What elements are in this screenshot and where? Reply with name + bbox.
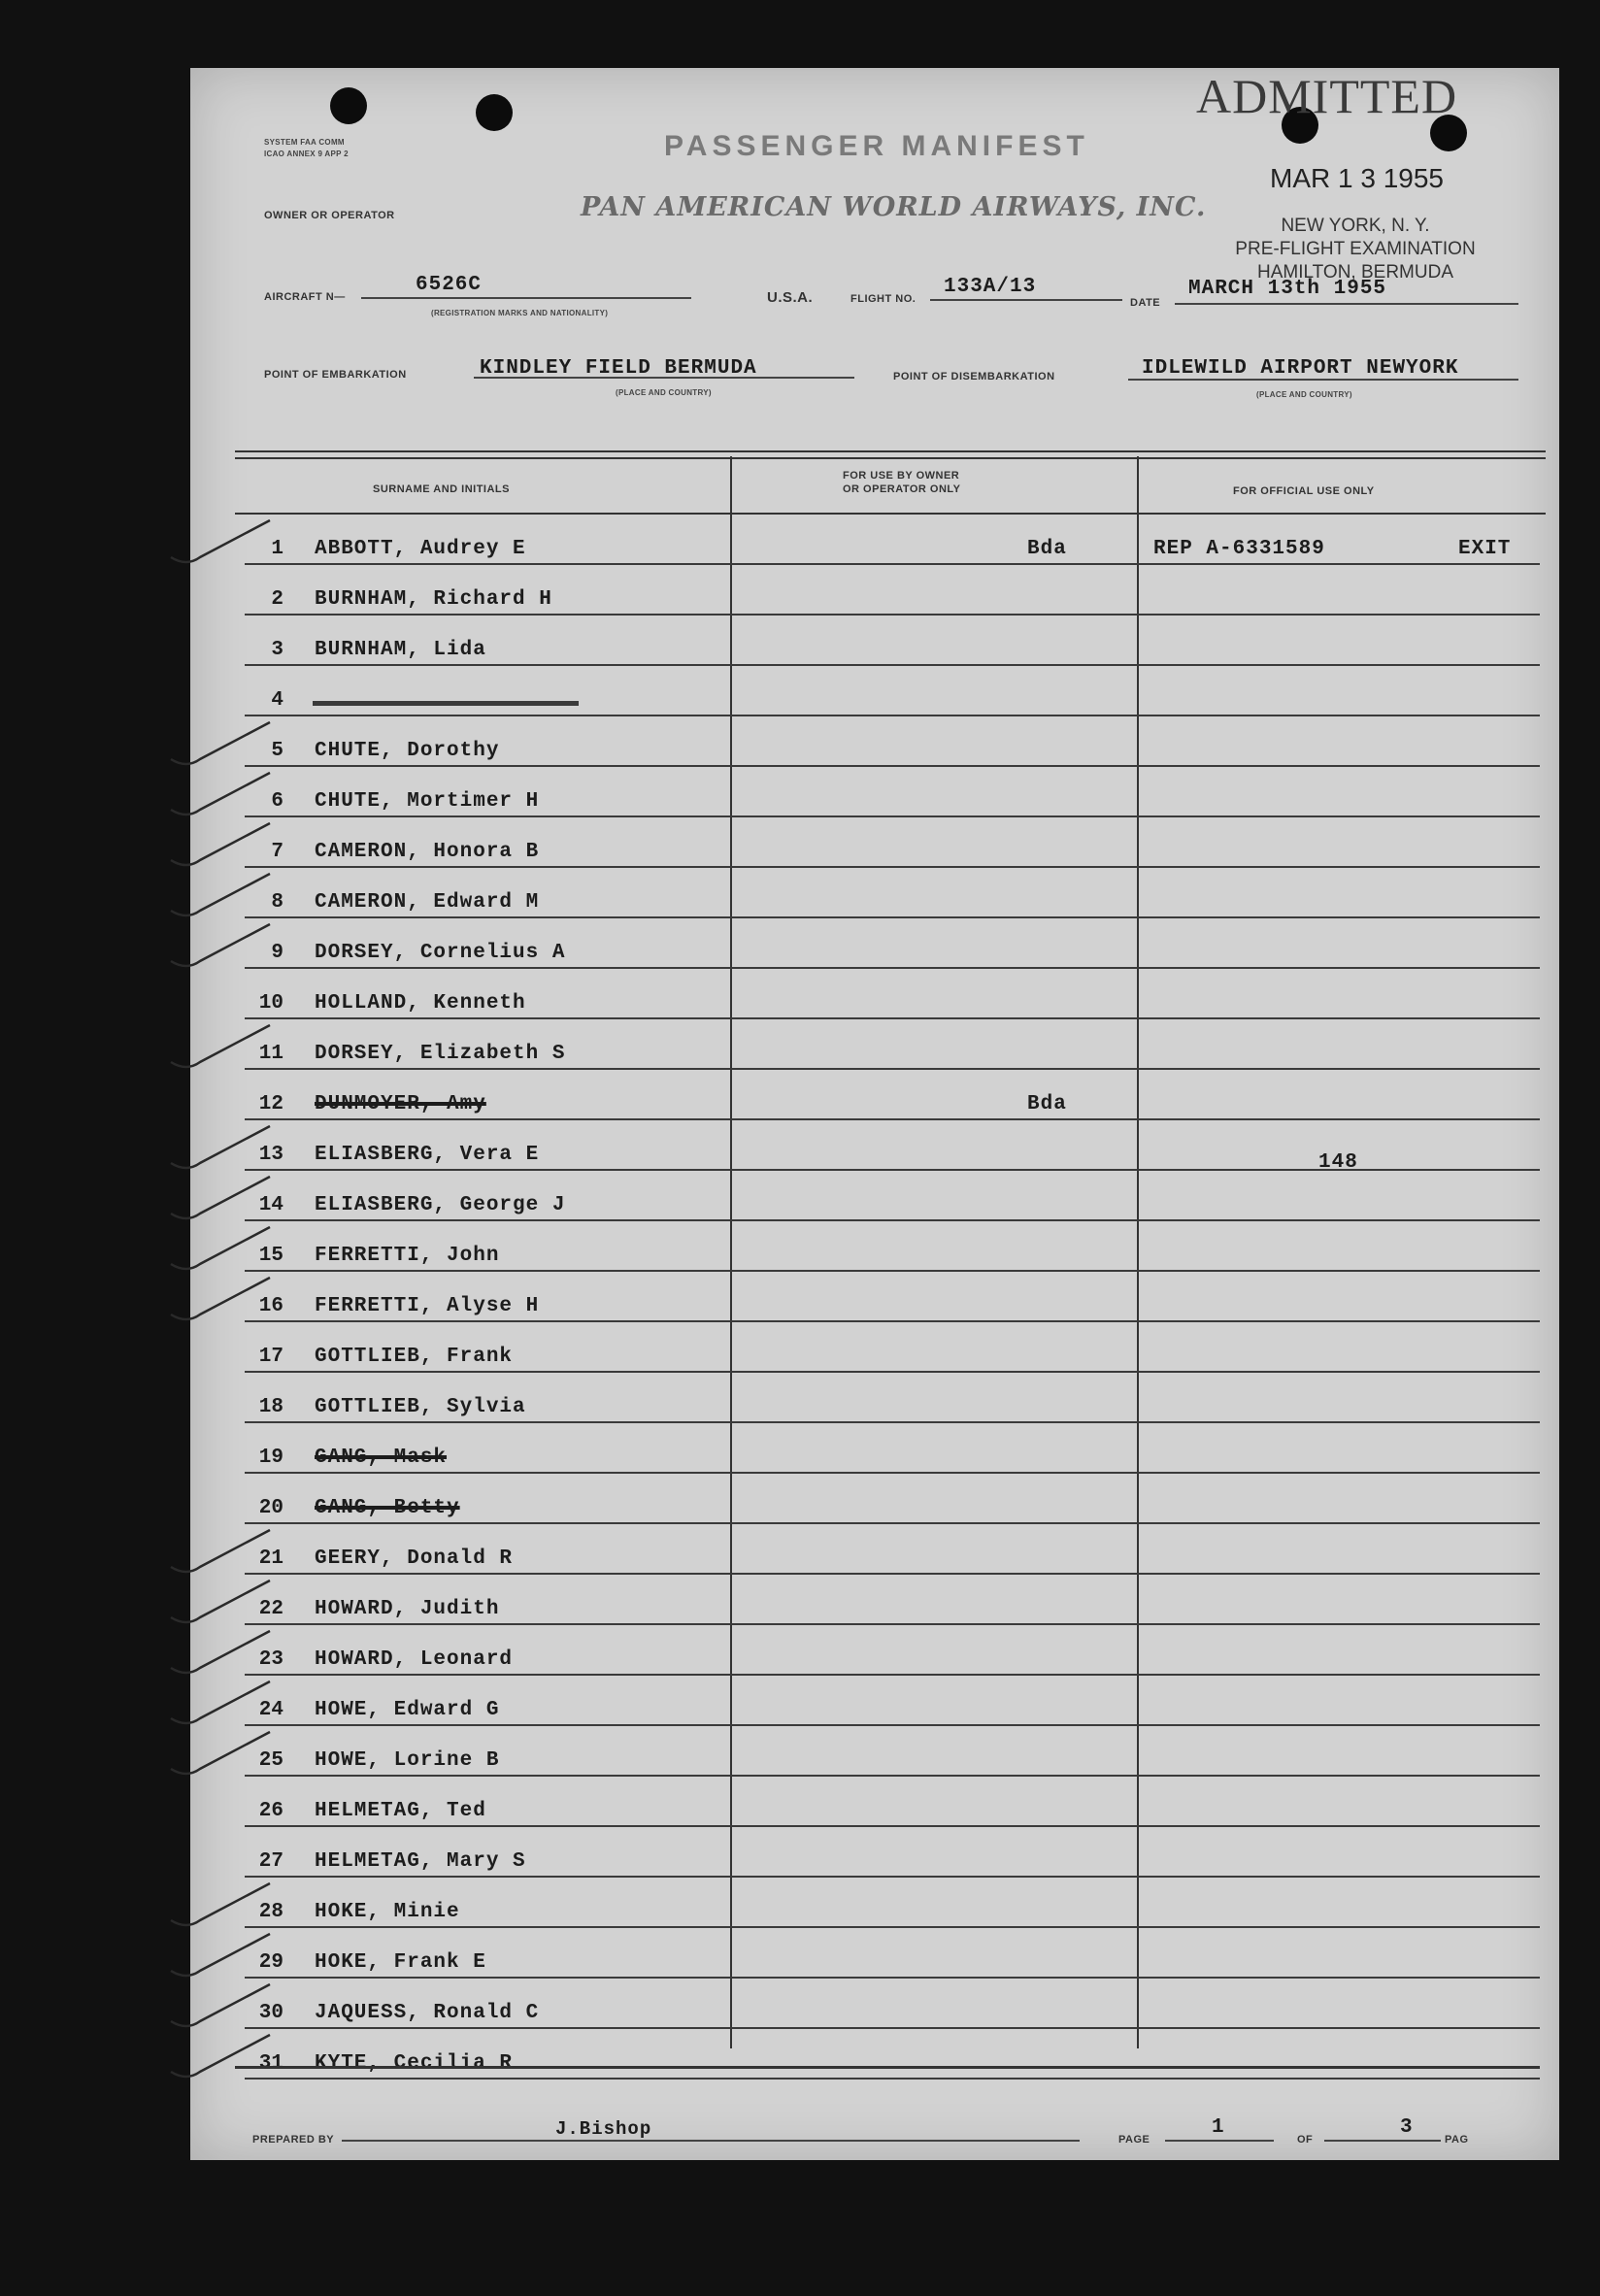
row-number: 18 — [258, 1396, 283, 1418]
row-number: 27 — [258, 1850, 283, 1873]
row-line — [245, 1270, 1540, 1272]
row-number: 11 — [258, 1043, 283, 1065]
passenger-name: DORSEY, Cornelius A — [315, 942, 566, 964]
row-number: 22 — [258, 1598, 283, 1620]
table-top-rule — [235, 450, 1546, 459]
row-line — [245, 563, 1540, 565]
row-line — [245, 1977, 1540, 1979]
passenger-name: FERRETTI, John — [315, 1245, 500, 1267]
row-line — [245, 715, 1540, 716]
passenger-name: ELIASBERG, George J — [315, 1194, 566, 1216]
row-number: 15 — [258, 1245, 283, 1267]
row-number: 3 — [271, 639, 283, 661]
row-number: 5 — [271, 740, 283, 762]
aircraft-value: 6526C — [416, 274, 483, 296]
row-line — [245, 1472, 1540, 1474]
aircraft-label: AIRCRAFT N— — [264, 291, 346, 303]
passenger-name: GANG, Betty — [315, 1497, 460, 1519]
row-line — [245, 866, 1540, 868]
row-line — [245, 1876, 1540, 1878]
owner-use-value: Bda — [1027, 538, 1067, 560]
row-number: 1 — [271, 538, 283, 560]
usa-label: U.S.A. — [767, 289, 814, 306]
header-underline — [235, 513, 1546, 515]
row-line — [245, 1573, 1540, 1575]
date-value: MARCH 13th 1955 — [1188, 278, 1387, 300]
passenger-name: CAMERON, Edward M — [315, 891, 540, 914]
column-divider-2 — [1137, 456, 1139, 2048]
row-line — [245, 1724, 1540, 1726]
registration-note: (REGISTRATION MARKS AND NATIONALITY) — [431, 309, 609, 317]
disembarkation-label: POINT OF DISEMBARKATION — [893, 371, 1055, 383]
row-number: 7 — [271, 841, 283, 863]
embarkation-value: KINDLEY FIELD BERMUDA — [480, 357, 757, 380]
row-line — [245, 1118, 1540, 1120]
row-line — [245, 815, 1540, 817]
manifest-title: PASSENGER MANIFEST — [664, 130, 1089, 162]
of-label: OF — [1297, 2134, 1314, 2146]
passenger-name: ABBOTT, Audrey E — [315, 538, 526, 560]
struck-entry-bar — [313, 701, 579, 706]
passenger-name: HOWARD, Leonard — [315, 1648, 514, 1671]
row-number: 31 — [258, 2052, 283, 2075]
row-line — [245, 2078, 1540, 2080]
passenger-name: JAQUESS, Ronald C — [315, 2002, 540, 2024]
row-number: 24 — [258, 1699, 283, 1721]
row-line — [245, 1320, 1540, 1322]
passenger-name: HOWARD, Judith — [315, 1598, 500, 1620]
page-value: 1 — [1212, 2116, 1225, 2139]
column-divider-1 — [730, 456, 732, 2048]
row-line — [245, 967, 1540, 969]
passenger-name: HOKE, Frank E — [315, 1951, 486, 1974]
row-number: 26 — [258, 1800, 283, 1822]
row-number: 14 — [258, 1194, 283, 1216]
passenger-name: GOTTLIEB, Frank — [315, 1346, 514, 1368]
row-number: 2 — [271, 588, 283, 611]
passenger-name: BURNHAM, Lida — [315, 639, 486, 661]
date-label: DATE — [1130, 297, 1161, 309]
of-value: 3 — [1400, 2116, 1414, 2139]
form-ref-line2: ICAO ANNEX 9 APP 2 — [264, 150, 349, 158]
row-line — [245, 1623, 1540, 1625]
row-number: 25 — [258, 1749, 283, 1772]
embarkation-label: POINT OF EMBARKATION — [264, 369, 407, 381]
passenger-name: BURNHAM, Richard H — [315, 588, 552, 611]
embarkation-note: (PLACE AND COUNTRY) — [616, 388, 712, 397]
column-owner-use-2: OR OPERATOR ONLY — [843, 483, 961, 495]
official-use-value: REP A-6331589 — [1153, 538, 1325, 560]
passenger-name: HOLLAND, Kenneth — [315, 992, 526, 1015]
flight-value: 133A/13 — [944, 276, 1037, 298]
punch-hole-1 — [330, 87, 367, 124]
passenger-name: CHUTE, Dorothy — [315, 740, 500, 762]
row-line — [245, 1825, 1540, 1827]
passenger-name: HELMETAG, Ted — [315, 1800, 486, 1822]
row-line — [245, 664, 1540, 666]
passenger-name: CHUTE, Mortimer H — [315, 790, 540, 813]
row-number: 16 — [258, 1295, 283, 1317]
stamp-examination: PRE-FLIGHT EXAMINATION — [1235, 239, 1476, 259]
row-number: 19 — [258, 1447, 283, 1469]
row-number: 29 — [258, 1951, 283, 1974]
row-line — [245, 1775, 1540, 1777]
row-number: 21 — [258, 1547, 283, 1570]
passenger-name: HOWE, Lorine B — [315, 1749, 500, 1772]
row-line — [245, 1371, 1540, 1373]
stamp-city: NEW YORK, N. Y. — [1281, 216, 1430, 236]
passenger-name: HELMETAG, Mary S — [315, 1850, 526, 1873]
row-number: 6 — [271, 790, 283, 813]
passenger-name: ELIASBERG, Vera E — [315, 1144, 540, 1166]
row-line — [245, 916, 1540, 918]
page-label: PAGE — [1118, 2134, 1150, 2146]
manifest-sheet — [190, 68, 1559, 2160]
prepared-by-label: PREPARED BY — [252, 2134, 335, 2146]
owner-label: OWNER OR OPERATOR — [264, 210, 395, 221]
row-line — [245, 1421, 1540, 1423]
row-line — [245, 1219, 1540, 1221]
row-number: 13 — [258, 1144, 283, 1166]
column-official: FOR OFFICIAL USE ONLY — [1233, 485, 1375, 497]
row-number: 23 — [258, 1648, 283, 1671]
prepared-by-value: J.Bishop — [555, 2118, 652, 2140]
row-number: 30 — [258, 2002, 283, 2024]
row-number: 4 — [271, 689, 283, 712]
passenger-name: GANG, Mask — [315, 1447, 448, 1469]
passenger-name: DUNMOYER, Amy — [315, 1093, 486, 1115]
pages-label: PAG — [1445, 2134, 1469, 2146]
row-line — [245, 614, 1540, 616]
official-use-status: EXIT — [1458, 538, 1512, 560]
passenger-name: CAMERON, Honora B — [315, 841, 540, 863]
passenger-name: KYTE, Cecilia R — [315, 2052, 514, 2075]
admitted-stamp: ADMITTED — [1196, 69, 1458, 123]
disembarkation-value: IDLEWILD AIRPORT NEWYORK — [1142, 357, 1459, 380]
passenger-name: FERRETTI, Alyse H — [315, 1295, 540, 1317]
company-name: PAN AMERICAN WORLD AIRWAYS, INC. — [581, 192, 1207, 222]
flight-label: FLIGHT NO. — [850, 293, 917, 305]
owner-use-value: Bda — [1027, 1093, 1067, 1115]
row-line — [245, 1068, 1540, 1070]
official-use-value: 148 — [1318, 1151, 1358, 1174]
punch-hole-2 — [476, 94, 513, 131]
column-owner-use-1: FOR USE BY OWNER — [843, 470, 960, 482]
form-ref-line1: SYSTEM FAA COMM — [264, 138, 345, 147]
row-number: 17 — [258, 1346, 283, 1368]
table-bottom-rule — [235, 2066, 1540, 2069]
passenger-name: HOWE, Edward G — [315, 1699, 500, 1721]
row-line — [245, 1017, 1540, 1019]
disembarkation-note: (PLACE AND COUNTRY) — [1256, 390, 1352, 399]
row-number: 8 — [271, 891, 283, 914]
row-number: 12 — [258, 1093, 283, 1115]
row-line — [245, 1674, 1540, 1676]
passenger-name: HOKE, Minie — [315, 1901, 460, 1923]
stamp-location: HAMILTON, BERMUDA — [1257, 262, 1453, 283]
row-line — [245, 765, 1540, 767]
passenger-name: GEERY, Donald R — [315, 1547, 514, 1570]
passenger-name: GOTTLIEB, Sylvia — [315, 1396, 526, 1418]
row-number: 10 — [258, 992, 283, 1015]
stamp-date: MAR 1 3 1955 — [1270, 163, 1444, 193]
row-number: 9 — [271, 942, 283, 964]
row-line — [245, 2027, 1540, 2029]
row-line — [245, 1926, 1540, 1928]
row-line — [245, 1522, 1540, 1524]
column-surname: SURNAME AND INITIALS — [373, 483, 510, 495]
row-number: 28 — [258, 1901, 283, 1923]
row-number: 20 — [258, 1497, 283, 1519]
passenger-name: DORSEY, Elizabeth S — [315, 1043, 566, 1065]
